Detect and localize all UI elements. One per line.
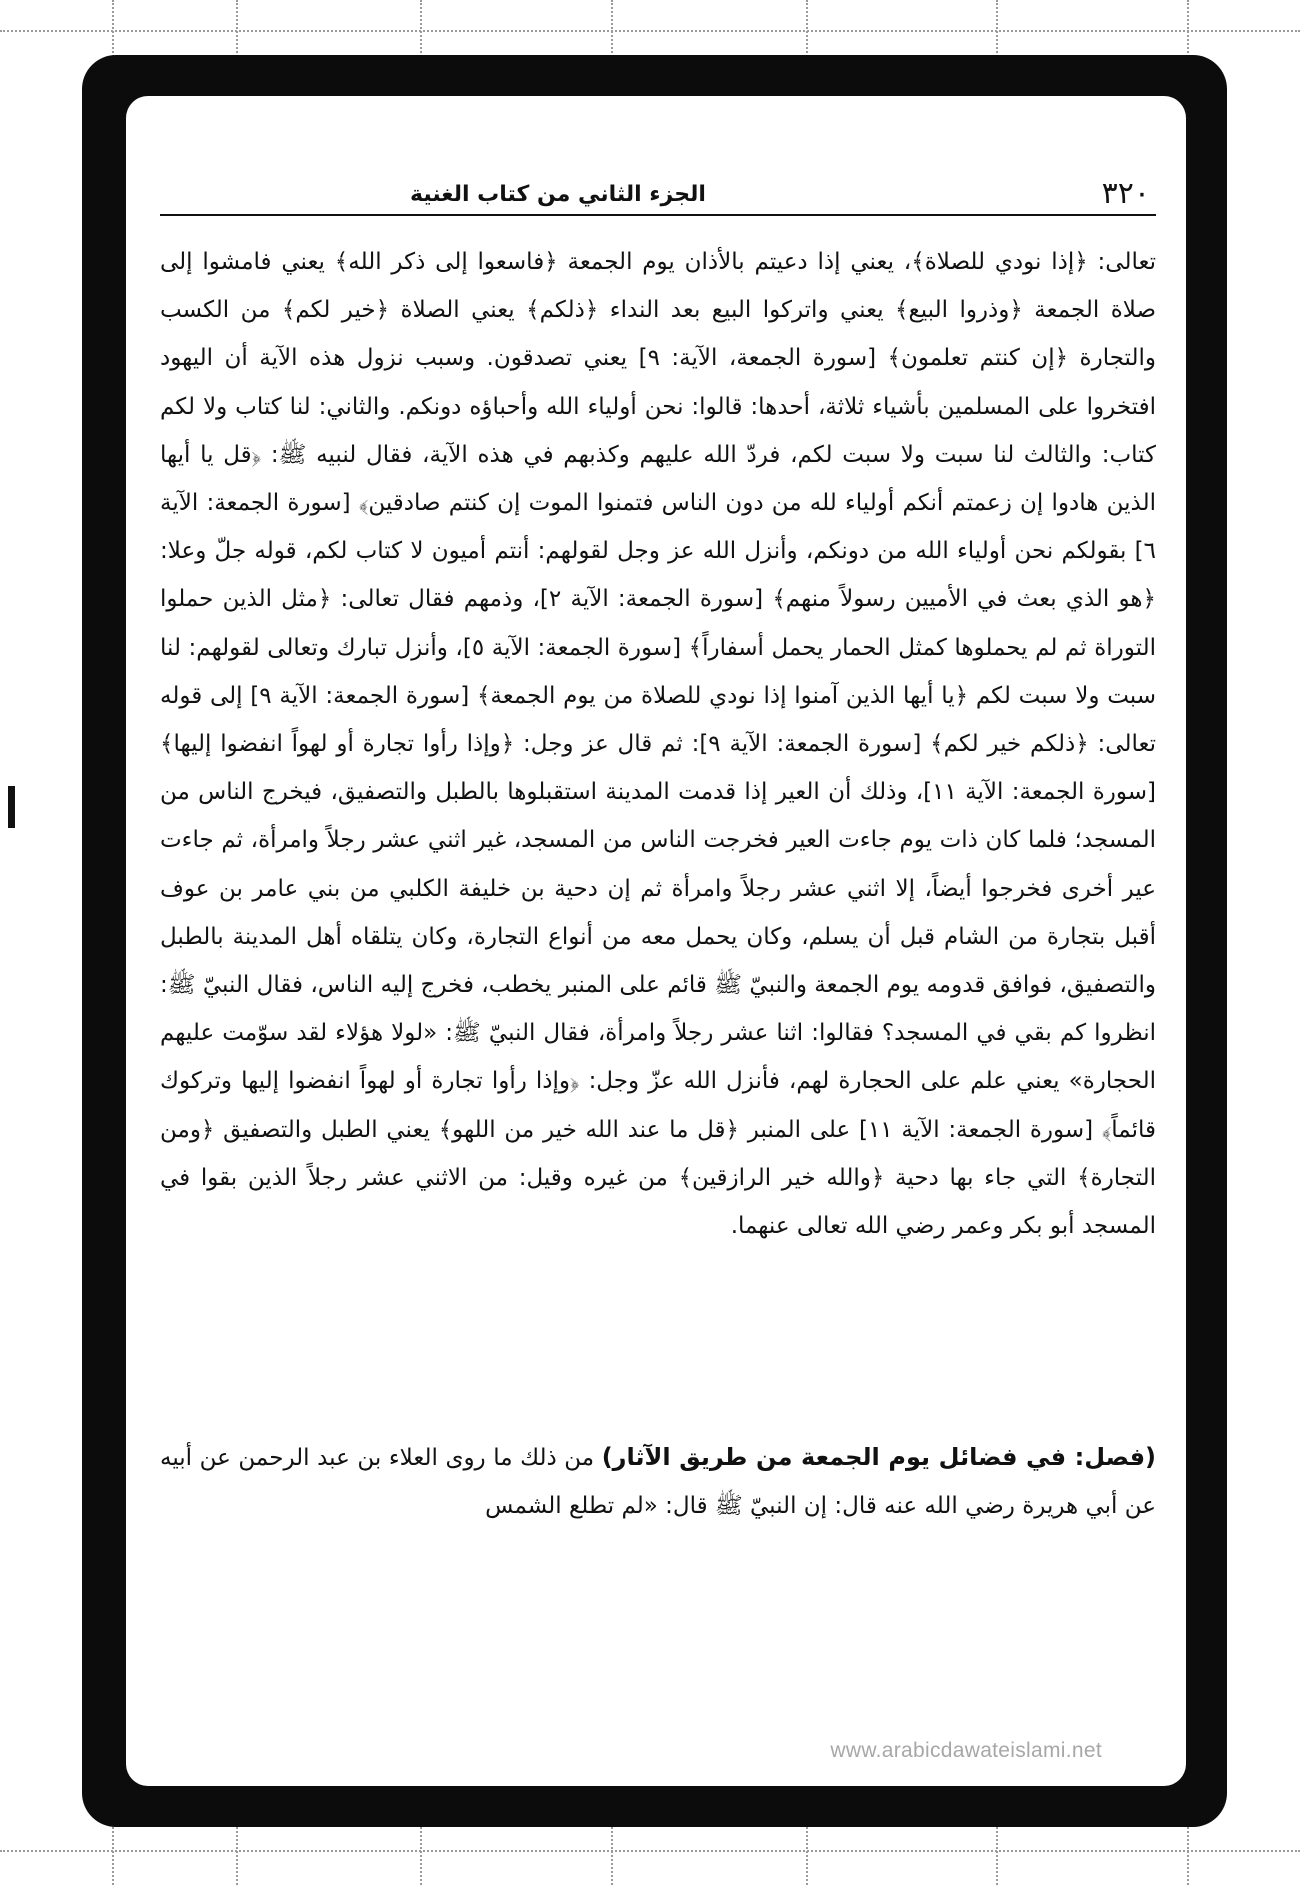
page-number: ٣٢٠	[1101, 176, 1150, 211]
running-title: الجزء الثاني من كتاب الغنية	[410, 182, 706, 207]
section-block	[160, 1433, 1156, 1530]
watermark: www.arabicdawateislami.net	[830, 1739, 1102, 1762]
section-heading: (فصل: في فضائل يوم الجمعة من طريق الآثار)	[601, 1443, 1157, 1471]
main-text	[160, 238, 1156, 1250]
section-text: من ذلك ما روى العلاء بن عبد الرحمن عن أبيه عن أبي هريرة رضي الله عنه قال: إن النبيّ ﷺ قال: «لم تطلع الشمس	[160, 1445, 1156, 1519]
main-paragraph: تعالى: ﴿إذا نودي للصلاة﴾، يعني إذا دعيتم بالأذان يوم الجمعة ﴿فاسعوا إلى ذكر الله﴾ يعني فامشوا إلى صلاة الجمعة ﴿وذروا البيع﴾ يعني واتركوا البيع بعد النداء ﴿ذلكم﴾ يعني الصلاة ﴿خير لكم﴾ من الكسب والتجارة ﴿إن كنتم تعلمون﴾ [سورة الجمعة، الآية: ٩] يعني تصدقون. وسبب نزول هذه الآية أن اليهود افتخروا على المسلمين بأشياء ثلاثة، أحدها: قالوا: نحن أولياء الله وأحباؤه دونكم. والثاني: لنا كتاب ولا لكم كتاب: والثالث لنا سبت ولا سبت لكم، فردّ الله عليهم وكذبهم في هذه الآية، فقال لنبيه ﷺ: ﴿قل يا أيها الذين هادوا إن زعمتم أنكم أولياء لله من دون الناس فتمنوا الموت إن كنتم صادقين﴾ [سورة الجمعة: الآية ٦] بقولكم نحن أولياء الله من دونكم، وأنزل الله عز وجل لقولهم: أنتم أميون لا كتاب لكم، قوله جلّ وعلا: ﴿هو الذي بعث في الأميين رسولاً منهم﴾ [سورة الجمعة: الآية ٢]، وذمهم فقال تعالى: ﴿مثل الذين حملوا التوراة ثم لم يحملوها كمثل الحمار يحمل أسفاراً﴾ [سورة الجمعة: الآية ٥]، وأنزل تبارك وتعالى لقولهم: لنا سبت ولا سبت لكم ﴿يا أيها الذين آمنوا إذا نودي للصلاة من يوم الجمعة﴾ [سورة الجمعة: الآية ٩] إلى قوله تعالى: ﴿ذلكم خير لكم﴾ [سورة الجمعة: الآية ٩]: ثم قال عز وجل: ﴿وإذا رأوا تجارة أو لهواً انفضوا إليها﴾ [سورة الجمعة: الآية ١١]، وذلك أن العير إذا قدمت المدينة استقبلوها بالطبل والتصفيق، فيخرج الناس من المسجد؛ فلما كان ذات يوم جاءت العير فخرجت الناس من المسجد، غير اثني عشر رجلاً وامرأة، ثم جاءت عير أخرى فخرجوا أيضاً، إلا اثني عشر رجلاً وامرأة ثم إن دحية بن خليفة الكلبي من بني عامر بن عوف أقبل بتجارة من الشام قبل أن يسلم، وكان يحمل معه من أنواع التجارة، وكان يتلقاه أهل المدينة بالطبل والتصفيق، فوافق قدومه يوم الجمعة والنبيّ ﷺ قائم على المنبر يخطب، فخرج إليه الناس، فقال النبيّ ﷺ: انظروا كم بقي في المسجد؟ فقالوا: اثنا عشر رجلاً وامرأة، فقال النبيّ ﷺ: «لولا هؤلاء لقد سوّمت عليهم الحجارة» يعني علم على الحجارة لهم، فأنزل الله عزّ وجل: ﴿وإذا رأوا تجارة أو لهواً انفضوا إليها وتركوك قائماً﴾ [سورة الجمعة: الآية ١١] على المنبر ﴿قل ما عند الله خير من اللهو﴾ يعني الطبل والتصفيق ﴿ومن التجارة﴾ التي جاء بها دحية ﴿والله خير الرازقين﴾ من غيره وقيل: من الاثني عشر رجلاً الذين بقوا في المسجد أبو بكر وعمر رضي الله تعالى عنهما.	[160, 249, 1156, 1240]
page	[126, 96, 1186, 1786]
margin-mark	[8, 786, 15, 828]
page-header	[160, 174, 1156, 216]
